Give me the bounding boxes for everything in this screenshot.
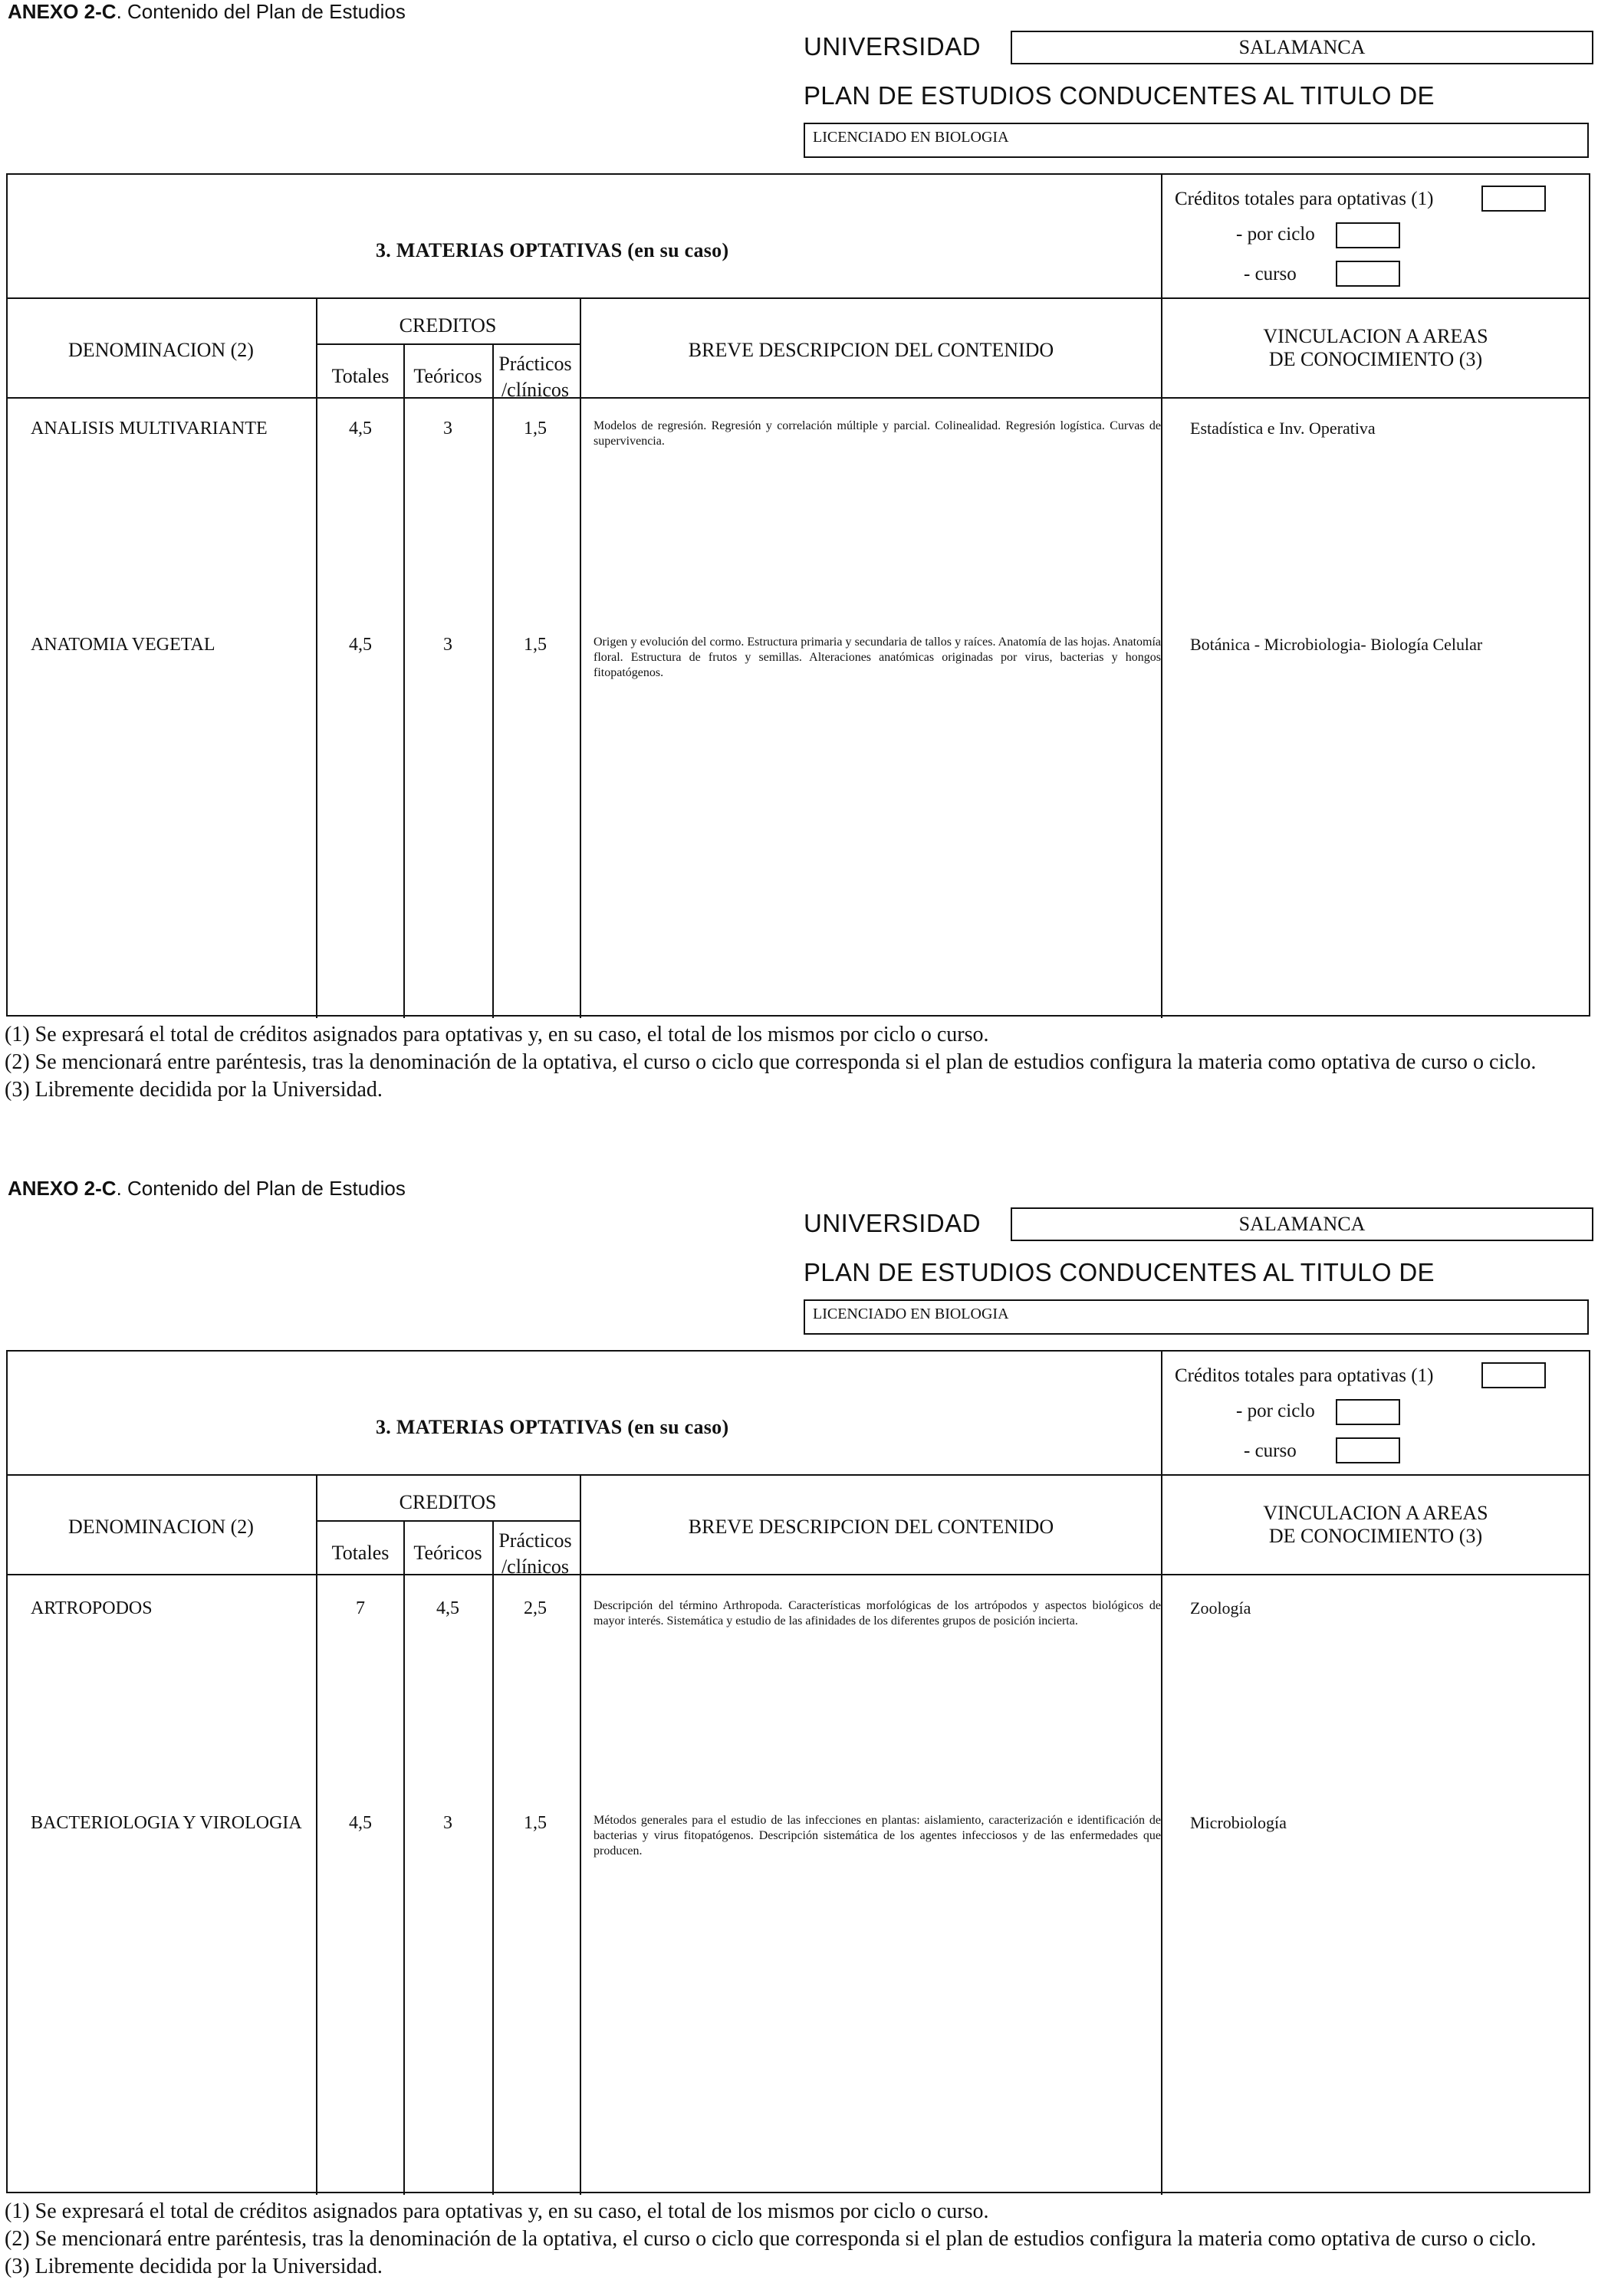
- header-totales: Totales: [331, 365, 390, 387]
- creditos-totales-label: Créditos totales para optativas (1): [1175, 1365, 1434, 1386]
- header-creditos: CREDITOS: [399, 1491, 497, 1513]
- header-creditos: CREDITOS: [399, 314, 497, 337]
- divider: [1161, 1352, 1162, 1474]
- universidad-field: SALAMANCA: [1011, 1207, 1593, 1241]
- row-descripcion: Origen y evolución del cormo. Estructura primaria y secundaria de tallos y raíces. Anatomía de las hojas. Anatomía floral. Estructura de frutos y semillas. Alteraciones anatómicas originadas por virus, bacterias y hongos fitopatógenos.: [593, 636, 1161, 679]
- annex-heading-rest: . Contenido del Plan de Estudios: [116, 0, 406, 23]
- plan-label: PLAN DE ESTUDIOS CONDUCENTES AL TITULO DE: [804, 1258, 1435, 1286]
- annex-heading: [8, 1177, 406, 1201]
- row-practicos: 1,5: [524, 1813, 547, 1833]
- curso-box: [1336, 261, 1400, 287]
- universidad-label: UNIVERSIDAD: [804, 1209, 981, 1237]
- universidad-field: SALAMANCA: [1011, 31, 1593, 64]
- header-teoricos: Teóricos: [413, 365, 482, 387]
- divider: [8, 1474, 1589, 1476]
- row-practicos: 2,5: [524, 1598, 547, 1618]
- por-ciclo-label: - por ciclo: [1236, 224, 1315, 245]
- footnote: (3) Libremente decidida por la Universidad.: [5, 2255, 383, 2278]
- row-teoricos: 3: [443, 635, 452, 655]
- divider: [403, 343, 405, 1018]
- header-descripcion: BREVE DESCRIPCION DEL CONTENIDO: [688, 339, 1054, 361]
- curso-label: - curso: [1244, 264, 1297, 284]
- header-descripcion: BREVE DESCRIPCION DEL CONTENIDO: [688, 1516, 1054, 1538]
- row-denominacion: BACTERIOLOGIA Y VIROLOGIA: [31, 1813, 302, 1833]
- divider: [492, 1520, 494, 2195]
- row-totales: 4,5: [349, 1813, 372, 1833]
- divider: [580, 1474, 581, 2195]
- header-practicos: Prácticos: [498, 353, 572, 375]
- header-teoricos: Teóricos: [413, 1542, 482, 1564]
- annex-heading-bold: ANEXO 2-C: [8, 0, 117, 23]
- titulo-field: LICENCIADO EN BIOLOGIA: [804, 123, 1589, 158]
- row-vinculacion: Microbiología: [1190, 1813, 1287, 1832]
- section-title: 3. MATERIAS OPTATIVAS (en su caso): [376, 239, 729, 261]
- row-descripcion: Métodos generales para el estudio de las infecciones en plantas: aislamiento, caracterización e identificación de bacterias y virus fitopatógenos. Descripción sistemática de los agentes infecciosos y de las enfermedades que producen.: [593, 1814, 1161, 1857]
- creditos-totales-box: [1481, 1362, 1546, 1388]
- footnote: (2) Se mencionará entre paréntesis, tras la denominación de la optativa, el curso o ciclo que corresponda si el plan de estudios configura la materia como optativa de curso o ciclo.: [5, 1050, 1537, 1074]
- divider: [316, 297, 317, 1018]
- row-totales: 4,5: [349, 419, 372, 439]
- divider: [1161, 297, 1162, 1018]
- por-ciclo-box: [1336, 222, 1400, 248]
- divider: [317, 343, 580, 345]
- section-title: 3. MATERIAS OPTATIVAS (en su caso): [376, 1416, 729, 1438]
- header-vinculacion-2: DE CONOCIMIENTO (3): [1268, 1525, 1483, 1547]
- header-practicos: Prácticos: [498, 1529, 572, 1552]
- row-totales: 7: [356, 1598, 365, 1618]
- divider: [580, 297, 581, 1018]
- footnote: (1) Se expresará el total de créditos asignados para optativas y, en su caso, el total de los mismos por ciclo o curso.: [5, 1023, 989, 1046]
- row-vinculacion: Botánica - Microbiologia- Biología Celular: [1190, 635, 1483, 654]
- divider: [8, 1574, 1589, 1575]
- row-totales: 4,5: [349, 635, 372, 655]
- row-descripcion: Modelos de regresión. Regresión y correlación múltiple y parcial. Colinealidad. Regresión logística. Curvas de supervivencia.: [593, 419, 1161, 448]
- divider: [316, 1474, 317, 2195]
- creditos-totales-label: Créditos totales para optativas (1): [1175, 189, 1434, 209]
- header-vinculacion: VINCULACION A AREAS: [1263, 325, 1488, 347]
- creditos-totales-box: [1481, 186, 1546, 212]
- row-practicos: 1,5: [524, 635, 547, 655]
- annex-heading: [8, 0, 406, 24]
- header-denominacion: DENOMINACION (2): [68, 1516, 254, 1538]
- header-vinculacion: VINCULACION A AREAS: [1263, 1502, 1488, 1524]
- divider: [1161, 175, 1162, 297]
- header-clinicos: /clínicos: [501, 379, 570, 401]
- row-teoricos: 3: [443, 1813, 452, 1833]
- universidad-label: UNIVERSIDAD: [804, 32, 981, 61]
- row-vinculacion: Zoología: [1190, 1598, 1251, 1618]
- por-ciclo-box: [1336, 1399, 1400, 1425]
- footnote: (2) Se mencionará entre paréntesis, tras la denominación de la optativa, el curso o ciclo que corresponda si el plan de estudios configura la materia como optativa de curso o ciclo.: [5, 2227, 1537, 2251]
- header-totales: Totales: [331, 1542, 390, 1564]
- annex-heading-rest: . Contenido del Plan de Estudios: [116, 1177, 406, 1200]
- row-vinculacion: Estadística e Inv. Operativa: [1190, 419, 1376, 438]
- footnote: (3) Libremente decidida por la Universidad.: [5, 1078, 383, 1102]
- header-vinculacion-2: DE CONOCIMIENTO (3): [1268, 348, 1483, 370]
- document-page-2: [0, 1177, 1598, 2296]
- row-denominacion: ANALISIS MULTIVARIANTE: [31, 419, 268, 439]
- divider: [492, 343, 494, 1018]
- document-page-1: [0, 0, 1598, 1119]
- titulo-field: LICENCIADO EN BIOLOGIA: [804, 1299, 1589, 1335]
- row-teoricos: 4,5: [436, 1598, 459, 1618]
- footnote: (1) Se expresará el total de créditos asignados para optativas y, en su caso, el total de los mismos por ciclo o curso.: [5, 2199, 989, 2223]
- row-teoricos: 3: [443, 419, 452, 439]
- plan-label: PLAN DE ESTUDIOS CONDUCENTES AL TITULO DE: [804, 81, 1435, 110]
- row-practicos: 1,5: [524, 419, 547, 439]
- annex-heading-bold: ANEXO 2-C: [8, 1177, 117, 1200]
- header-denominacion: DENOMINACION (2): [68, 339, 254, 361]
- row-denominacion: ANATOMIA VEGETAL: [31, 635, 215, 655]
- curso-label: - curso: [1244, 1440, 1297, 1461]
- row-descripcion: Descripción del término Arthropoda. Características morfológicas de los artrópodos y aspectos biológicos de mayor interés. Sistemática y estudio de las afinidades de los diferentes grupos de posición incierta.: [593, 1599, 1161, 1628]
- materias-table: [6, 173, 1590, 1017]
- divider: [403, 1520, 405, 2195]
- row-denominacion: ARTROPODOS: [31, 1598, 153, 1618]
- divider: [8, 297, 1589, 299]
- divider: [317, 1520, 580, 1522]
- divider: [1161, 1474, 1162, 2195]
- materias-table: [6, 1350, 1590, 2193]
- header-clinicos: /clínicos: [501, 1555, 570, 1578]
- curso-box: [1336, 1437, 1400, 1463]
- por-ciclo-label: - por ciclo: [1236, 1401, 1315, 1421]
- divider: [8, 397, 1589, 399]
